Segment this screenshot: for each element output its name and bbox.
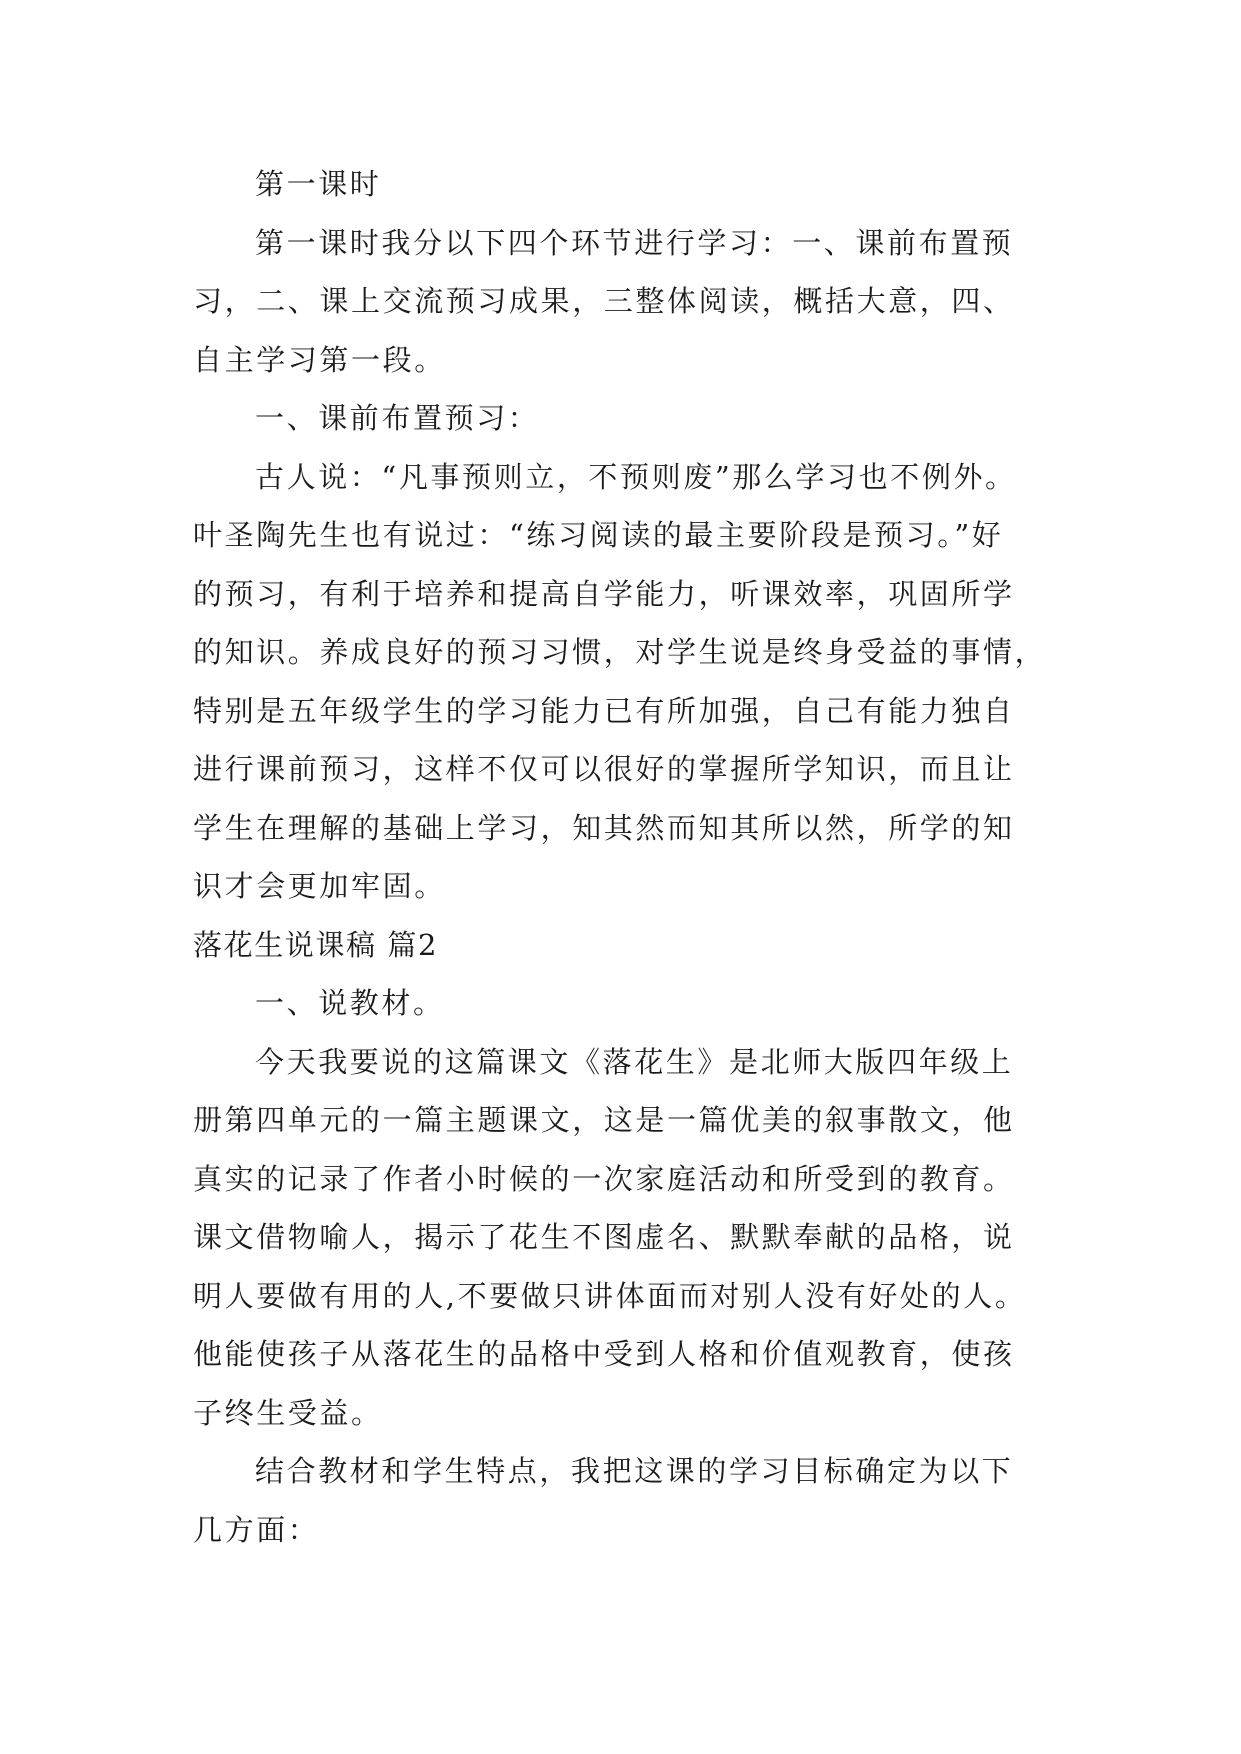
- text-line: 古人说：“凡事预则立，不预则废”那么学习也不例外。: [255, 459, 1017, 494]
- text-line: 的知识。养成良好的预习习惯，对学生说是终身受益的事情，: [193, 635, 1047, 669]
- text-line: 第一课时我分以下四个环节进行学习：一、课前布置预: [255, 225, 1014, 260]
- text-line: 结合教材和学生特点，我把这课的学习目标确定为以下: [255, 1454, 1014, 1488]
- text-line: 识才会更加牢固。: [193, 869, 446, 903]
- text-line: 学生在理解的基础上学习，知其然而知其所以然，所学的知: [193, 810, 1015, 845]
- text-line: 真实的记录了作者小时候的一次家庭活动和所受到的教育。: [193, 1161, 1015, 1196]
- text-line: 今天我要说的这篇课文《落花生》是北师大版四年级上: [255, 1044, 1014, 1079]
- text-line: 习，二、课上交流预习成果，三整体阅读，概括大意，四、: [193, 284, 1015, 318]
- text-line: 册第四单元的一篇主题课文，这是一篇优美的叙事散文，他: [193, 1103, 1015, 1137]
- text-line: 特别是五年级学生的学习能力已有所加强，自己有能力独自: [193, 693, 1015, 728]
- text-line: 课文借物喻人，揭示了花生不图虚名、默默奉献的品格，说: [193, 1220, 1015, 1254]
- text-line: 进行课前预习，这样不仅可以很好的掌握所学知识，而且让: [193, 752, 1015, 786]
- document-body: [193, 155, 1083, 1559]
- text-line: 子终生受益。: [193, 1395, 383, 1430]
- text-line: 自主学习第一段。: [193, 342, 446, 377]
- text-line: 几方面：: [193, 1512, 320, 1547]
- text-line: 第一课时: [255, 167, 382, 201]
- text-line: 他能使孩子从落花生的品格中受到人格和价值观教育，使孩: [193, 1337, 1015, 1371]
- text-line: 的预习，有利于培养和提高自学能力，听课效率，巩固所学: [193, 576, 1015, 611]
- text-line: 叶圣陶先生也有说过：“练习阅读的最主要阶段是预习。”好: [193, 518, 1004, 552]
- section-heading: 一、说教材。: [255, 986, 445, 1020]
- section-heading: 一、课前布置预习：: [255, 401, 540, 435]
- article-title: 落花生说课稿 篇2: [193, 927, 439, 962]
- text-line: 明人要做有用的人,不要做只讲体面而对别人没有好处的人。: [193, 1278, 1027, 1313]
